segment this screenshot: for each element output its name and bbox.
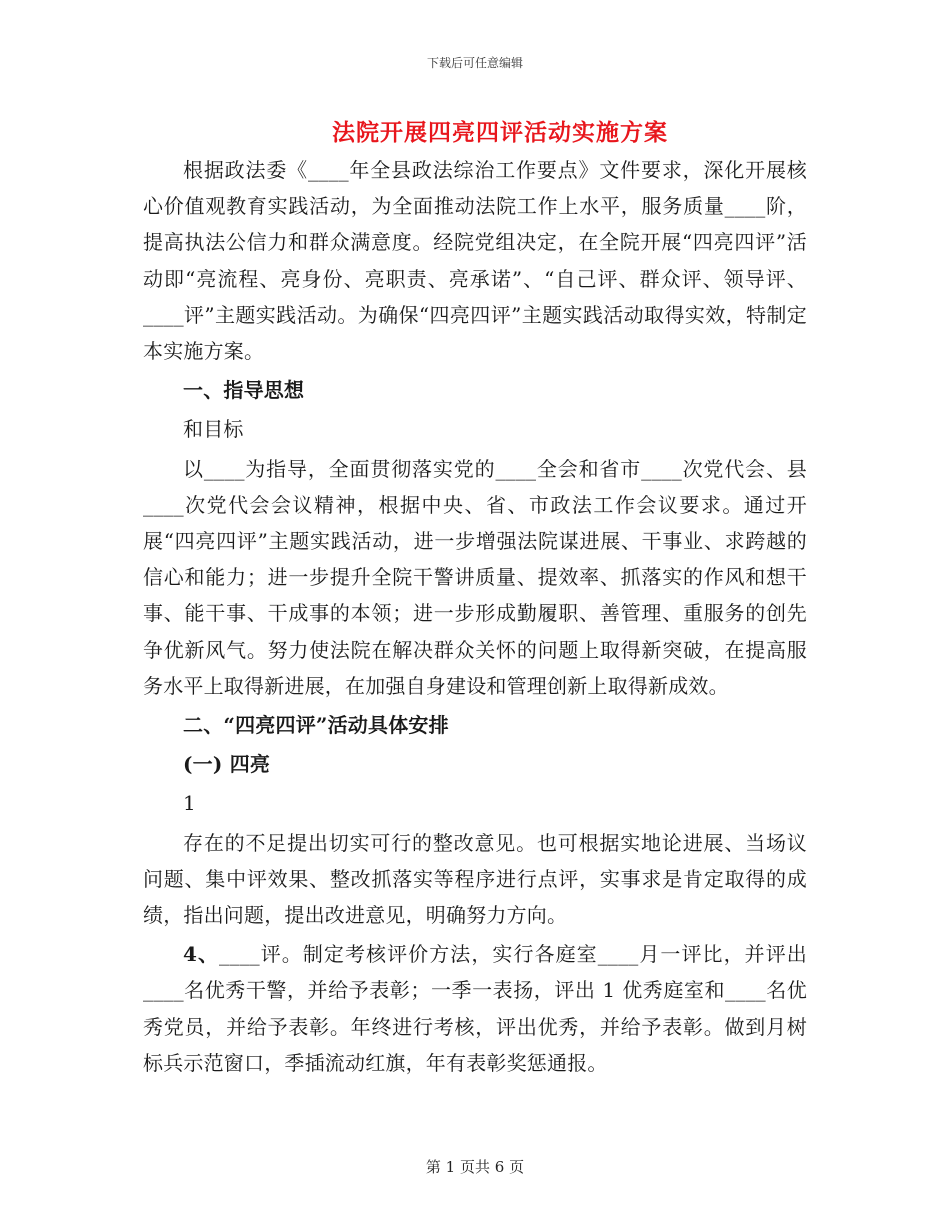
item-4-text: ____评。制定考核评价方法，实行各庭室____月一评比，并评出____名优秀干警，并给予表彰；一季一表扬，评出 1 优秀庭室和____名优秀党员，并给予表彰。年终进行考核，评出优秀，并给予表彰。做到月树标兵示范窗口，季插流动红旗，年有表彰奖惩通报。 xyxy=(143,942,807,1075)
item-paragraph: 存在的不足提出切实可行的整改意见。也可根据实地论进展、当场议问题、集中评效果、整改抓落实等程序进行点评，实事求是肯定取得的成绩，指出问题，提出改进意见，明确努力方向。 xyxy=(143,830,807,928)
document-body xyxy=(143,152,807,1081)
section-heading-1-continued: 和目标 xyxy=(183,417,244,442)
item-4-paragraph xyxy=(143,936,807,1081)
header-note: 下载后可任意编辑 xyxy=(426,56,523,70)
item-4-label: 4、 xyxy=(183,942,220,967)
page-footer: 第 1 页共 6 页 xyxy=(425,1158,525,1176)
document-title: 法院开展四亮四评活动实施方案 xyxy=(332,119,668,146)
section-heading-2: 二、“四亮四评”活动具体安排 xyxy=(183,713,449,738)
guiding-paragraph: 以____为指导，全面贯彻落实党的____全会和省市____次党代会、县____次党代会会议精神，根据中央、省、市政法工作会议要求。通过开展“四亮四评”主题实践活动，进一步增强法院谋进展、干事业、求跨越的信心和能力；进一步提升全院干警讲质量、提效率、抓落实的作风和想干事、能干事、干成事的本领；进一步形成勤履职、善管理、重服务的创先争优新风气。努力使法院在解决群众关怀的问题上取得新突破，在提高服务水平上取得新进展，在加强自身建设和管理创新上取得新成效。 xyxy=(143,456,807,698)
section-heading-1: 一、指导思想 xyxy=(183,378,305,403)
subsection-heading: (一) 四亮 xyxy=(183,752,271,777)
intro-paragraph: 根据政法委《____年全县政法综治工作要点》文件要求，深化开展核心价值观教育实践活动，为全面推动法院工作上水平，服务质量____阶，提高执法公信力和群众满意度。经院党组决定，在全院开展“四亮四评”活动即“亮流程、亮身份、亮职责、亮承诺”、“自己评、群众评、领导评、____评”主题实践活动。为确保“四亮四评”主题实践活动取得实效，特制定本实施方案。 xyxy=(143,158,807,364)
item-number: 1 xyxy=(183,791,196,816)
